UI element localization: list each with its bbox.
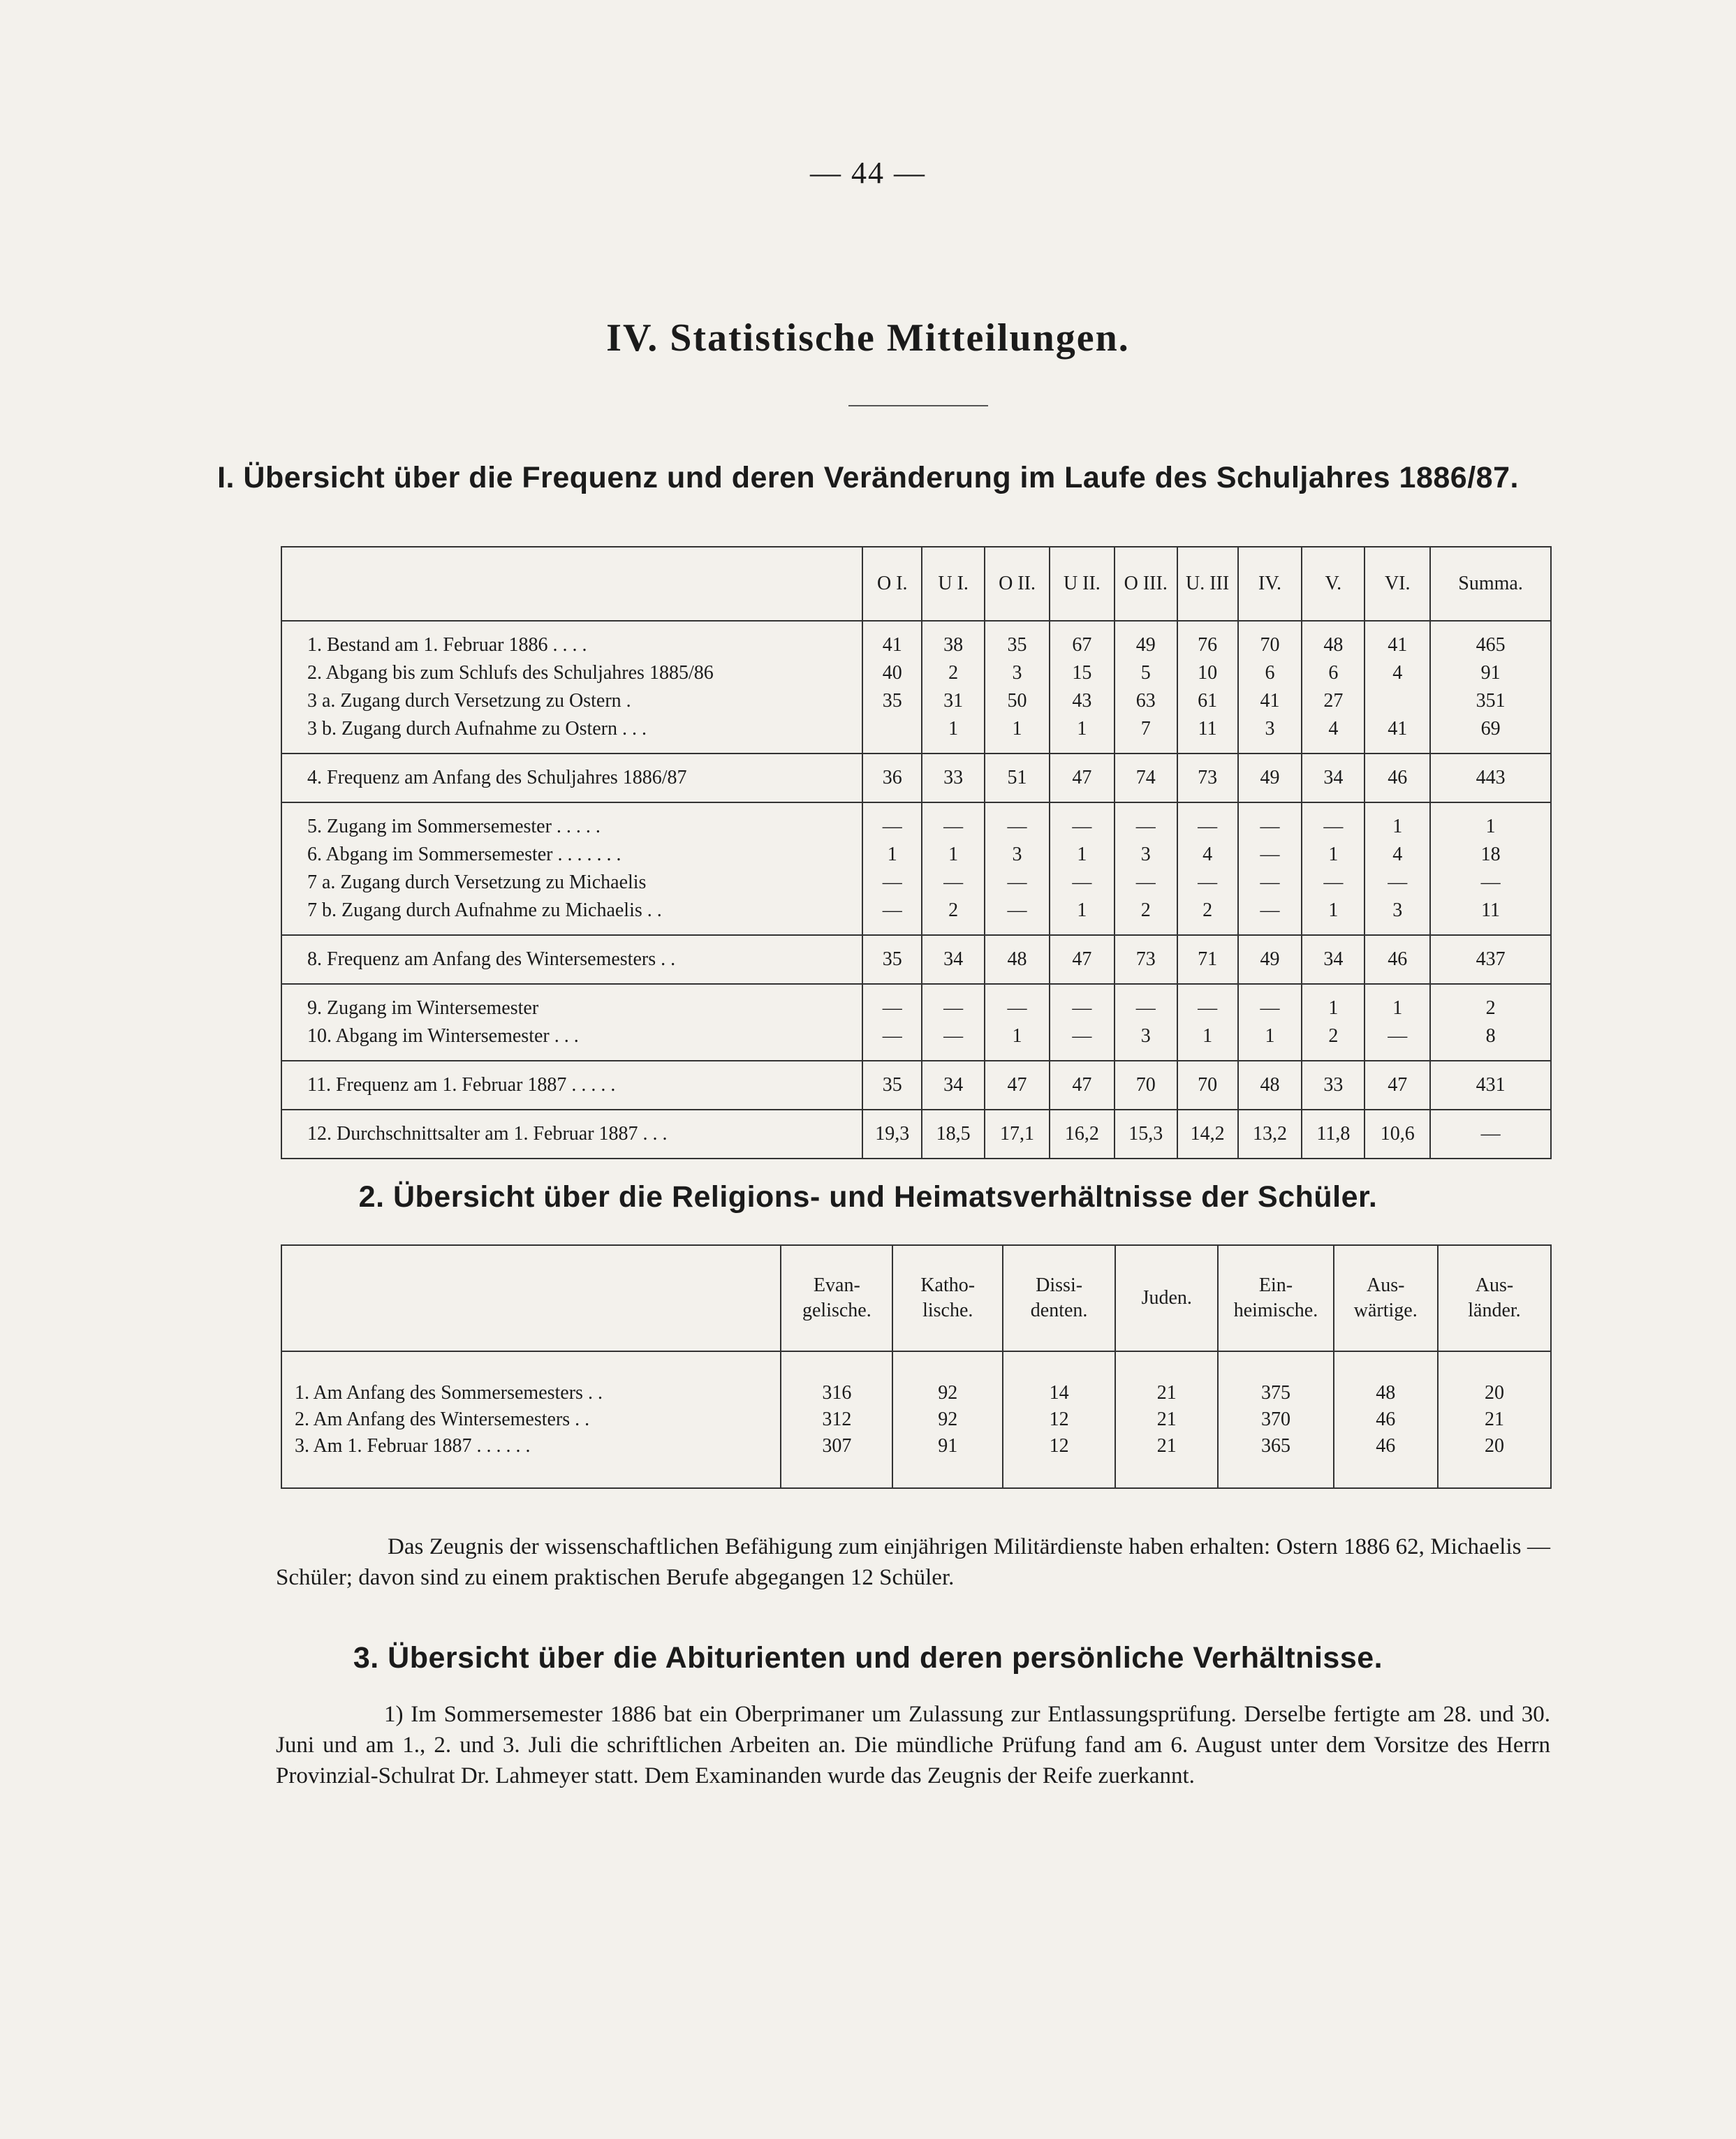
table2-col-header-line: heimische. xyxy=(1233,1300,1318,1321)
table1-col-header: U II. xyxy=(1050,547,1115,621)
table1-cell: 2 xyxy=(1430,994,1551,1022)
table1-cell: 1 xyxy=(1050,841,1115,869)
table2-row xyxy=(281,1351,1551,1406)
table1-cell: 1 xyxy=(1050,715,1115,743)
table1-group-gap xyxy=(281,1061,1551,1071)
table1-cell: 35 xyxy=(862,1071,922,1099)
table1-cell: — xyxy=(985,869,1050,897)
table1-row xyxy=(281,946,1551,973)
table1-cell: — xyxy=(1050,1022,1115,1050)
table1-col-header: O I. xyxy=(862,547,922,621)
table2-row-label: 3. Am 1. Februar 1887 . . . . . . xyxy=(295,1435,531,1457)
table1-cell: 70 xyxy=(1238,631,1302,659)
table1-cell: — xyxy=(862,1022,922,1050)
table1-cell: 18 xyxy=(1430,841,1551,869)
table2-cell: 21 xyxy=(1115,1351,1218,1406)
table1-cell: — xyxy=(922,813,985,841)
table1-cell: 16,2 xyxy=(1050,1120,1115,1148)
table2-cell: 370 xyxy=(1218,1406,1333,1433)
table1-row-label: 12. Durchschnittsalter am 1. Februar 1887 . . . xyxy=(307,1123,668,1145)
table2-cell: 12 xyxy=(1003,1433,1115,1488)
table1-cell: — xyxy=(862,994,922,1022)
table1-row-label: 1. Bestand am 1. Februar 1886 . . . . xyxy=(307,634,587,656)
table2-col-header-line: wärtige. xyxy=(1353,1300,1418,1321)
table1-row xyxy=(281,1071,1551,1099)
table1-cell: 46 xyxy=(1364,946,1430,973)
table1-cell: 13,2 xyxy=(1238,1120,1302,1148)
table1-cell: 47 xyxy=(1050,1071,1115,1099)
table1-row xyxy=(281,813,1551,841)
table1-row-label: 3 a. Zugang durch Versetzung zu Ostern . xyxy=(307,690,631,712)
table2-col-header-line: Evan- xyxy=(813,1274,860,1296)
section3-paragraph xyxy=(276,1699,1550,1791)
table1-cell: 47 xyxy=(1364,1071,1430,1099)
table1-cell: 11,8 xyxy=(1302,1120,1364,1148)
table1-cell: — xyxy=(1364,869,1430,897)
table1-cell: 69 xyxy=(1430,715,1551,743)
table2-cell: 375 xyxy=(1218,1351,1333,1406)
table2-col-header-line: länder. xyxy=(1468,1300,1521,1321)
table1-cell: 17,1 xyxy=(985,1120,1050,1148)
table1-row-label: 8. Frequenz am Anfang des Wintersemesters . . xyxy=(307,948,676,970)
table1-row-label: 4. Frequenz am Anfang des Schuljahres 1886/87 xyxy=(307,767,687,788)
table1-cell: 8 xyxy=(1430,1022,1551,1050)
table1-cell: 46 xyxy=(1364,764,1430,792)
table1-row xyxy=(281,659,1551,687)
table1-cell: 14,2 xyxy=(1177,1120,1238,1148)
table1-cell: — xyxy=(1364,1022,1430,1050)
table1-corner xyxy=(281,547,862,621)
table1-cell: — xyxy=(1238,813,1302,841)
table1-cell: 19,3 xyxy=(862,1120,922,1148)
table2-col-header xyxy=(1438,1245,1551,1351)
section-title: IV. Statistische Mitteilungen. xyxy=(606,316,1130,360)
table1-cell: 47 xyxy=(985,1071,1050,1099)
table1-cell: — xyxy=(862,869,922,897)
table1-cell: — xyxy=(1238,897,1302,925)
table1-cell: 3 xyxy=(1238,715,1302,743)
table1-group-gap xyxy=(281,792,1551,802)
table2-col-header xyxy=(781,1245,892,1351)
table1-cell: 43 xyxy=(1050,687,1115,715)
table1-group-gap xyxy=(281,935,1551,946)
table1-row xyxy=(281,631,1551,659)
table1-cell: 67 xyxy=(1050,631,1115,659)
table1-cell: 11 xyxy=(1430,897,1551,925)
table2-col-header-line: Aus- xyxy=(1367,1274,1405,1296)
table1-cell: — xyxy=(1430,1120,1551,1148)
table1-cell: 40 xyxy=(862,659,922,687)
table1-group-gap xyxy=(281,1148,1551,1159)
table1-cell: 33 xyxy=(922,764,985,792)
table2-header-row xyxy=(281,1245,1551,1351)
table1-group-gap xyxy=(281,925,1551,935)
section3-heading: 3. Übersicht über die Abiturienten und deren persönliche Verhältnisse. xyxy=(353,1641,1383,1675)
table1-cell: 76 xyxy=(1177,631,1238,659)
table1-group-gap xyxy=(281,1099,1551,1110)
table1-group-gap xyxy=(281,754,1551,764)
table2-col-header-line: denten. xyxy=(1030,1300,1088,1321)
table1-cell: 48 xyxy=(1238,1071,1302,1099)
table2-col-header-line: Dissi- xyxy=(1036,1274,1083,1296)
table1-row xyxy=(281,994,1551,1022)
table1-cell: 1 xyxy=(922,841,985,869)
table1-cell: — xyxy=(1115,813,1177,841)
table1-cell: — xyxy=(1177,813,1238,841)
table2-cell: 20 xyxy=(1438,1433,1551,1488)
table1-cell: 35 xyxy=(862,687,922,715)
table1-cell: 2 xyxy=(922,897,985,925)
table1-cell: 74 xyxy=(1115,764,1177,792)
table1-cell: 11 xyxy=(1177,715,1238,743)
table1-row-label: 9. Zugang im Wintersemester xyxy=(307,997,539,1019)
table1-cell: — xyxy=(1050,994,1115,1022)
table1-cell: 431 xyxy=(1430,1071,1551,1099)
table1-cell: 6 xyxy=(1238,659,1302,687)
table1-cell: 61 xyxy=(1177,687,1238,715)
table1-cell: — xyxy=(1430,869,1551,897)
table1-row-label: 5. Zugang im Sommersemester . . . . . xyxy=(307,816,601,837)
table1-cell: 437 xyxy=(1430,946,1551,973)
table2-cell: 312 xyxy=(781,1406,892,1433)
table2-col-header-line: gelische. xyxy=(802,1300,871,1321)
table1-col-header: U I. xyxy=(922,547,985,621)
table1-cell: 2 xyxy=(1115,897,1177,925)
table2-col-header xyxy=(892,1245,1003,1351)
table1-cell: 10,6 xyxy=(1364,1120,1430,1148)
table1-cell: — xyxy=(985,897,1050,925)
table1-cell: 1 xyxy=(1364,813,1430,841)
table2-col-header-line: Juden. xyxy=(1141,1287,1192,1309)
table1-col-header: O III. xyxy=(1115,547,1177,621)
table1-col-header: V. xyxy=(1302,547,1364,621)
table1-cell: 73 xyxy=(1177,764,1238,792)
table2-cell: 14 xyxy=(1003,1351,1115,1406)
table1-cell: — xyxy=(1238,841,1302,869)
table1-cell: 2 xyxy=(922,659,985,687)
table1-cell: 7 xyxy=(1115,715,1177,743)
table1-cell: 70 xyxy=(1177,1071,1238,1099)
table1-cell: 1 xyxy=(922,715,985,743)
table2-cell: 92 xyxy=(892,1351,1003,1406)
table1-row xyxy=(281,897,1551,925)
table1-cell: 34 xyxy=(922,1071,985,1099)
table1-group-gap xyxy=(281,984,1551,994)
table1-cell: 38 xyxy=(922,631,985,659)
title-rule xyxy=(848,405,988,406)
table1-cell: 2 xyxy=(1302,1022,1364,1050)
table1-cell: 34 xyxy=(922,946,985,973)
table1-cell: — xyxy=(1238,869,1302,897)
table1-cell: 41 xyxy=(862,631,922,659)
table1-cell: — xyxy=(1115,994,1177,1022)
table1-cell: 3 xyxy=(1115,841,1177,869)
table1-row xyxy=(281,1120,1551,1148)
table2-cell: 21 xyxy=(1115,1433,1218,1488)
table2-heading: 2. Übersicht über die Religions- und Heimatsverhältnisse der Schüler. xyxy=(358,1180,1378,1214)
table1-cell: 1 xyxy=(1177,1022,1238,1050)
table1-cell: — xyxy=(1115,869,1177,897)
table2-col-header xyxy=(1115,1245,1218,1351)
table1-cell: 41 xyxy=(1364,715,1430,743)
table2-cell: 316 xyxy=(781,1351,892,1406)
table1-cell: 1 xyxy=(1302,897,1364,925)
table2-col-header-line: Katho- xyxy=(920,1274,976,1296)
table2-corner xyxy=(281,1245,781,1351)
table1-cell: 3 xyxy=(985,841,1050,869)
table1-cell: 51 xyxy=(985,764,1050,792)
page-number: — 44 — xyxy=(810,156,926,190)
table1-col-header: O II. xyxy=(985,547,1050,621)
table1-cell: 1 xyxy=(1238,1022,1302,1050)
table1-cell: 2 xyxy=(1177,897,1238,925)
table1-cell: 4 xyxy=(1177,841,1238,869)
table2-cell: 48 xyxy=(1334,1351,1438,1406)
table1-cell: 15 xyxy=(1050,659,1115,687)
table2-row-label: 1. Am Anfang des Sommersemesters . . xyxy=(281,1351,781,1406)
table1-row xyxy=(281,715,1551,743)
table1-heading: I. Übersicht über die Frequenz und deren Veränderung im Laufe des Schuljahres 1886/87. xyxy=(217,461,1519,494)
table1-group-gap xyxy=(281,1050,1551,1061)
table1-cell: — xyxy=(922,869,985,897)
table2-cell: 21 xyxy=(1438,1406,1551,1433)
table2-cell: 46 xyxy=(1334,1406,1438,1433)
table1-cell: 5 xyxy=(1115,659,1177,687)
table1-cell xyxy=(1364,687,1430,715)
table1-row xyxy=(281,764,1551,792)
table2-col-header-line: Ein- xyxy=(1258,1274,1293,1296)
table1-group-gap xyxy=(281,621,1551,631)
table1-cell: 27 xyxy=(1302,687,1364,715)
table2-cell: 307 xyxy=(781,1433,892,1488)
table1-cell: — xyxy=(922,994,985,1022)
table1-header-row xyxy=(281,547,1551,621)
table1-cell: 31 xyxy=(922,687,985,715)
table1-cell: 465 xyxy=(1430,631,1551,659)
frequency-table xyxy=(281,546,1552,1159)
table1-cell xyxy=(862,715,922,743)
table1-cell: — xyxy=(1050,813,1115,841)
table2-cell: 91 xyxy=(892,1433,1003,1488)
table1-cell: — xyxy=(1050,869,1115,897)
table1-cell: 49 xyxy=(1238,764,1302,792)
table1-row xyxy=(281,1022,1551,1050)
table1-cell: 35 xyxy=(985,631,1050,659)
table1-group-gap xyxy=(281,973,1551,984)
table2-cell: 92 xyxy=(892,1406,1003,1433)
table1-col-header: VI. xyxy=(1364,547,1430,621)
table2-col-header xyxy=(1334,1245,1438,1351)
table1-cell: 73 xyxy=(1115,946,1177,973)
table1-cell: 71 xyxy=(1177,946,1238,973)
table1-cell: 1 xyxy=(985,1022,1050,1050)
table2-col-header-line: lische. xyxy=(922,1300,973,1321)
table1-cell: 49 xyxy=(1238,946,1302,973)
table1-cell: — xyxy=(985,994,1050,1022)
table1-row-label: 3 b. Zugang durch Aufnahme zu Ostern . . . xyxy=(307,718,647,740)
table2-cell: 12 xyxy=(1003,1406,1115,1433)
table2-cell: 21 xyxy=(1115,1406,1218,1433)
table1-cell: — xyxy=(1238,994,1302,1022)
table1-cell: 10 xyxy=(1177,659,1238,687)
table1-cell: 443 xyxy=(1430,764,1551,792)
table1-cell: 41 xyxy=(1364,631,1430,659)
table1-row xyxy=(281,869,1551,897)
table1-cell: 70 xyxy=(1115,1071,1177,1099)
table1-row-label: 11. Frequenz am 1. Februar 1887 . . . . . xyxy=(307,1074,616,1096)
table1-cell: 49 xyxy=(1115,631,1177,659)
table2-row-label: 2. Am Anfang des Wintersemesters . . xyxy=(295,1409,590,1430)
table1-cell: 34 xyxy=(1302,946,1364,973)
table1-group-gap xyxy=(281,802,1551,813)
table1-cell: 63 xyxy=(1115,687,1177,715)
table1-cell: 34 xyxy=(1302,764,1364,792)
table2-row xyxy=(281,1433,1551,1488)
table1-cell: 41 xyxy=(1238,687,1302,715)
table1-col-header: Summa. xyxy=(1430,547,1551,621)
table1-cell: 91 xyxy=(1430,659,1551,687)
table1-cell: 1 xyxy=(985,715,1050,743)
table1-col-header: IV. xyxy=(1238,547,1302,621)
table1-cell: 1 xyxy=(1430,813,1551,841)
zeugnis-paragraph xyxy=(276,1531,1550,1593)
table1-row-label: 10. Abgang im Wintersemester . . . xyxy=(307,1025,579,1047)
table1-cell: 4 xyxy=(1302,715,1364,743)
table1-cell: 48 xyxy=(1302,631,1364,659)
table1-cell: 1 xyxy=(1302,841,1364,869)
table1-col-header: U. III xyxy=(1177,547,1238,621)
table1-cell: 1 xyxy=(1050,897,1115,925)
table1-row xyxy=(281,687,1551,715)
table1-cell: 1 xyxy=(1364,994,1430,1022)
table1-row xyxy=(281,841,1551,869)
table1-cell: — xyxy=(922,1022,985,1050)
table1-cell: 4 xyxy=(1364,659,1430,687)
table2-col-header xyxy=(1218,1245,1333,1351)
table1-cell: 3 xyxy=(1364,897,1430,925)
religion-table xyxy=(281,1244,1552,1489)
table1-row-label: 7 b. Zugang durch Aufnahme zu Michaelis . . xyxy=(307,899,662,921)
table1-cell: 18,5 xyxy=(922,1120,985,1148)
table1-cell: 35 xyxy=(862,946,922,973)
zeugnis-text: Das Zeugnis der wissenschaftlichen Befähigung zum einjährigen Militärdienste haben erhalten: Ostern 1886 62, Michaelis — Schüler; davon sind zu einem praktischen Berufe abgegangen 12 Schüler. xyxy=(276,1534,1550,1590)
table1-cell: — xyxy=(985,813,1050,841)
table1-row-label: 2. Abgang bis zum Schlufs des Schuljahres 1885/86 xyxy=(307,662,714,684)
table1-cell: — xyxy=(1177,869,1238,897)
table1-cell: 1 xyxy=(1302,994,1364,1022)
table2-col-header xyxy=(1003,1245,1115,1351)
section3-text: 1) Im Sommersemester 1886 bat ein Oberprimaner um Zulassung zur Entlassungsprüfung. Derselbe fertigte am 28. und 30. Juni und am 1., 2. und 3. Juli die schriftlichen Arbeiten an. Die mündliche Prüfung fand am 6. August unter dem Vorsitze des Herrn Provinzial-Schulrat Dr. Lahmeyer statt. Dem Examinanden wurde das Zeugnis der Reife zuerkannt. xyxy=(276,1702,1550,1788)
table1-cell: 3 xyxy=(985,659,1050,687)
table1-cell: 1 xyxy=(862,841,922,869)
table1-cell: 15,3 xyxy=(1115,1120,1177,1148)
table1-row-label: 7 a. Zugang durch Versetzung zu Michaelis xyxy=(307,872,647,893)
table1-cell: 36 xyxy=(862,764,922,792)
table1-cell: 4 xyxy=(1364,841,1430,869)
table2-row xyxy=(281,1406,1551,1433)
table1-group-gap xyxy=(281,1110,1551,1120)
table1-cell: 351 xyxy=(1430,687,1551,715)
table1-cell: — xyxy=(1302,869,1364,897)
table1-cell: — xyxy=(1177,994,1238,1022)
table1-cell: 3 xyxy=(1115,1022,1177,1050)
table1-group-gap xyxy=(281,743,1551,754)
table1-cell: 6 xyxy=(1302,659,1364,687)
table1-cell: 48 xyxy=(985,946,1050,973)
table2-cell: 20 xyxy=(1438,1351,1551,1406)
table1-cell: — xyxy=(862,897,922,925)
table1-row-label: 6. Abgang im Sommersemester . . . . . . . xyxy=(307,844,621,865)
table1-cell: 47 xyxy=(1050,946,1115,973)
table2-cell: 46 xyxy=(1334,1433,1438,1488)
table1-cell: — xyxy=(1302,813,1364,841)
table1-cell: — xyxy=(862,813,922,841)
table1-cell: 50 xyxy=(985,687,1050,715)
table1-cell: 33 xyxy=(1302,1071,1364,1099)
table2-cell: 365 xyxy=(1218,1433,1333,1488)
table1-cell: 47 xyxy=(1050,764,1115,792)
table2-col-header-line: Aus- xyxy=(1475,1274,1514,1296)
